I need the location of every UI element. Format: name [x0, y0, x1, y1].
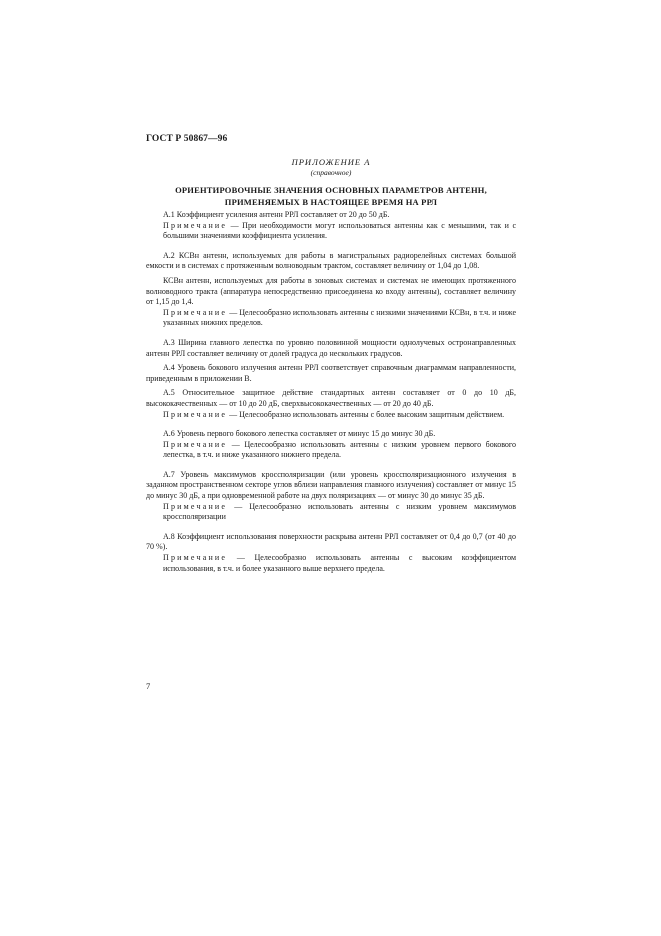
- paragraph-a2: А.2 КСВн антенн, используемых для работы в магистральных радиорелейных системах большой емкости и в системах с протяженным волноводным трактом, составляет величину от 1,04 до 1,08.: [146, 250, 516, 271]
- note-text: — Целесообразно использовать антенны с низким уровнем максимумов кроссполяризации: [163, 501, 516, 522]
- paragraph-a1: А.1 Коэффициент усиления антенн РРЛ составляет от 20 до 50 дБ.: [163, 210, 390, 219]
- paragraph-a2-continued: КСВн антенн, используемых для работы в зоновых системах и системах не имеющих протяженного волноводного тракта (аппаратура непосредственно присоединена ко входу антенны), составляет величину от 1,15 до 1,4.: [146, 275, 516, 307]
- page-number: 7: [146, 681, 151, 691]
- note-text: — Целесообразно использовать антенны с низким уровнем первого бокового лепестка, в т.ч. и ниже указанного нижнего предела.: [163, 439, 517, 460]
- note-6: [146, 553, 516, 574]
- paragraph-a7: А.7 Уровень максимумов кроссполяризации (или уровень кроссполяризационного излучения в заданном пространственном секторе углов вблизи направления главного излучения) составляет от минус 15 до минус 30 дБ, а при одновременной работе на двух поляризациях — от минус 30 до минус 35 дБ.: [146, 469, 516, 501]
- note-1: [146, 221, 516, 242]
- note-label: Примечание: [163, 307, 228, 317]
- document-body: [146, 210, 516, 574]
- note-2: [146, 308, 516, 329]
- standard-designation: ГОСТ Р 50867—96: [146, 134, 228, 144]
- note-label: Примечание: [163, 553, 228, 563]
- appendix-title: ПРИЛОЖЕНИЕ А: [291, 157, 371, 167]
- note-5: [146, 502, 516, 523]
- note-label: Примечание: [163, 439, 228, 449]
- note-4: [146, 440, 516, 461]
- note-text: — При необходимости могут использоваться антенны как с меньшими, так и с большими значениями коэффициента усиления.: [163, 220, 516, 241]
- note-label: Примечание: [163, 220, 228, 230]
- note-text: — Целесообразно использовать антенны с более высоким защитным действием.: [229, 409, 505, 419]
- note-text: — Целесообразно использовать антенны с высоким коэффициентом использования, в т.ч. и более указанного выше верхнего предела.: [163, 553, 517, 573]
- note-text: — Целесообразно использовать антенны с низкими значениями КСВн, в т.ч. и ниже указанных нижних пределов.: [163, 307, 516, 328]
- paragraph-a8: А.8 Коэффициент использования поверхности раскрыва антенн РРЛ составляет от 0,4 до 0,7 (от 40 до 70 %).: [146, 531, 516, 552]
- paragraph-a3: А.3 Ширина главного лепестка по уровню половинной мощности однолучевых остронаправленных антенн РРЛ составляет величину от долей градуса до нескольких градусов.: [146, 337, 516, 358]
- note-3: [146, 410, 516, 421]
- paragraph-a6: А.6 Уровень первого бокового лепестка составляет от минус 15 до минус 30 дБ.: [163, 429, 436, 439]
- appendix-subtitle: (справочное): [310, 168, 352, 177]
- section-title-line-2: ПРИМЕНЯЕМЫХ В НАСТОЯЩЕЕ ВРЕМЯ НА РРЛ: [224, 197, 438, 207]
- section-title-line-1: ОРИЕНТИРОВОЧНЫЕ ЗНАЧЕНИЯ ОСНОВНЫХ ПАРАМЕТРОВ АНТЕНН,: [175, 185, 487, 195]
- paragraph-a5: А.5 Относительное защитное действие стандартных антенн составляет от 0 до 10 дБ, высококачественных — от 10 до 20 дБ, сверхвысококачественных — от 20 до 40 дБ.: [146, 388, 516, 408]
- note-label: Примечание: [163, 501, 228, 511]
- note-label: Примечание: [163, 409, 228, 419]
- section-title: [146, 184, 516, 208]
- paragraph-a4: А.4 Уровень бокового излучения антенн РРЛ соответствует справочным диаграммам направленности, приведенным в приложении В.: [146, 363, 516, 383]
